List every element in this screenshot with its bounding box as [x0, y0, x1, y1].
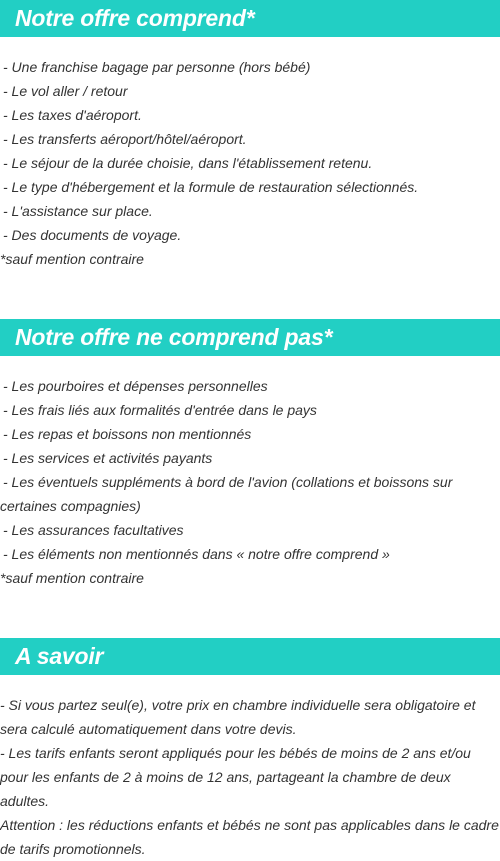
section-title: Notre offre comprend* — [15, 5, 255, 31]
section-body — [0, 356, 500, 590]
list-item: - Les repas et boissons non mentionnés — [3, 426, 252, 442]
section-title: Notre offre ne comprend pas* — [15, 324, 333, 350]
paragraph: - Si vous partez seul(e), votre prix en chambre individuelle sera obligatoire et sera calculé automatiquement dans votre devis. — [0, 697, 476, 737]
list-item: - Le vol aller / retour — [3, 83, 128, 99]
excluded-section — [0, 319, 500, 590]
included-section — [0, 0, 500, 271]
list-item: - Les transferts aéroport/hôtel/aéroport. — [3, 131, 247, 147]
paragraph: - Les tarifs enfants seront appliqués pour les bébés de moins de 2 ans et/ou pour les enfants de 2 à moins de 12 ans, partageant la chambre de deux adultes. — [0, 745, 471, 809]
list-item: - Les éventuels suppléments à bord de l'avion (collations et boissons sur certaines compagnies) — [0, 474, 453, 514]
footnote: *sauf mention contraire — [0, 251, 144, 267]
list-item: - Les pourboires et dépenses personnelles — [3, 378, 268, 394]
section-body — [0, 37, 500, 271]
footnote: *sauf mention contraire — [0, 570, 144, 586]
section-header — [0, 638, 500, 675]
section-body — [0, 675, 500, 861]
list-item: - Le type d'hébergement et la formule de restauration sélectionnés. — [3, 179, 419, 195]
list-item: - Des documents de voyage. — [3, 227, 182, 243]
list-item: - Une franchise bagage par personne (hors bébé) — [3, 59, 311, 75]
list-item: - Les éléments non mentionnés dans « notre offre comprend » — [3, 546, 390, 562]
list-item: - Les assurances facultatives — [3, 522, 184, 538]
section-title: A savoir — [15, 643, 104, 669]
list-item: - Le séjour de la durée choisie, dans l'établissement retenu. — [3, 155, 373, 171]
list-item: - Les frais liés aux formalités d'entrée dans le pays — [3, 402, 317, 418]
list-item: - Les services et activités payants — [3, 450, 213, 466]
info-section — [0, 638, 500, 861]
list-item: - Les taxes d'aéroport. — [3, 107, 142, 123]
paragraph: Attention : les réductions enfants et bébés ne sont pas applicables dans le cadre de tarifs promotionnels. — [0, 817, 499, 857]
section-header — [0, 0, 500, 37]
list-item: - L'assistance sur place. — [3, 203, 153, 219]
section-header — [0, 319, 500, 356]
